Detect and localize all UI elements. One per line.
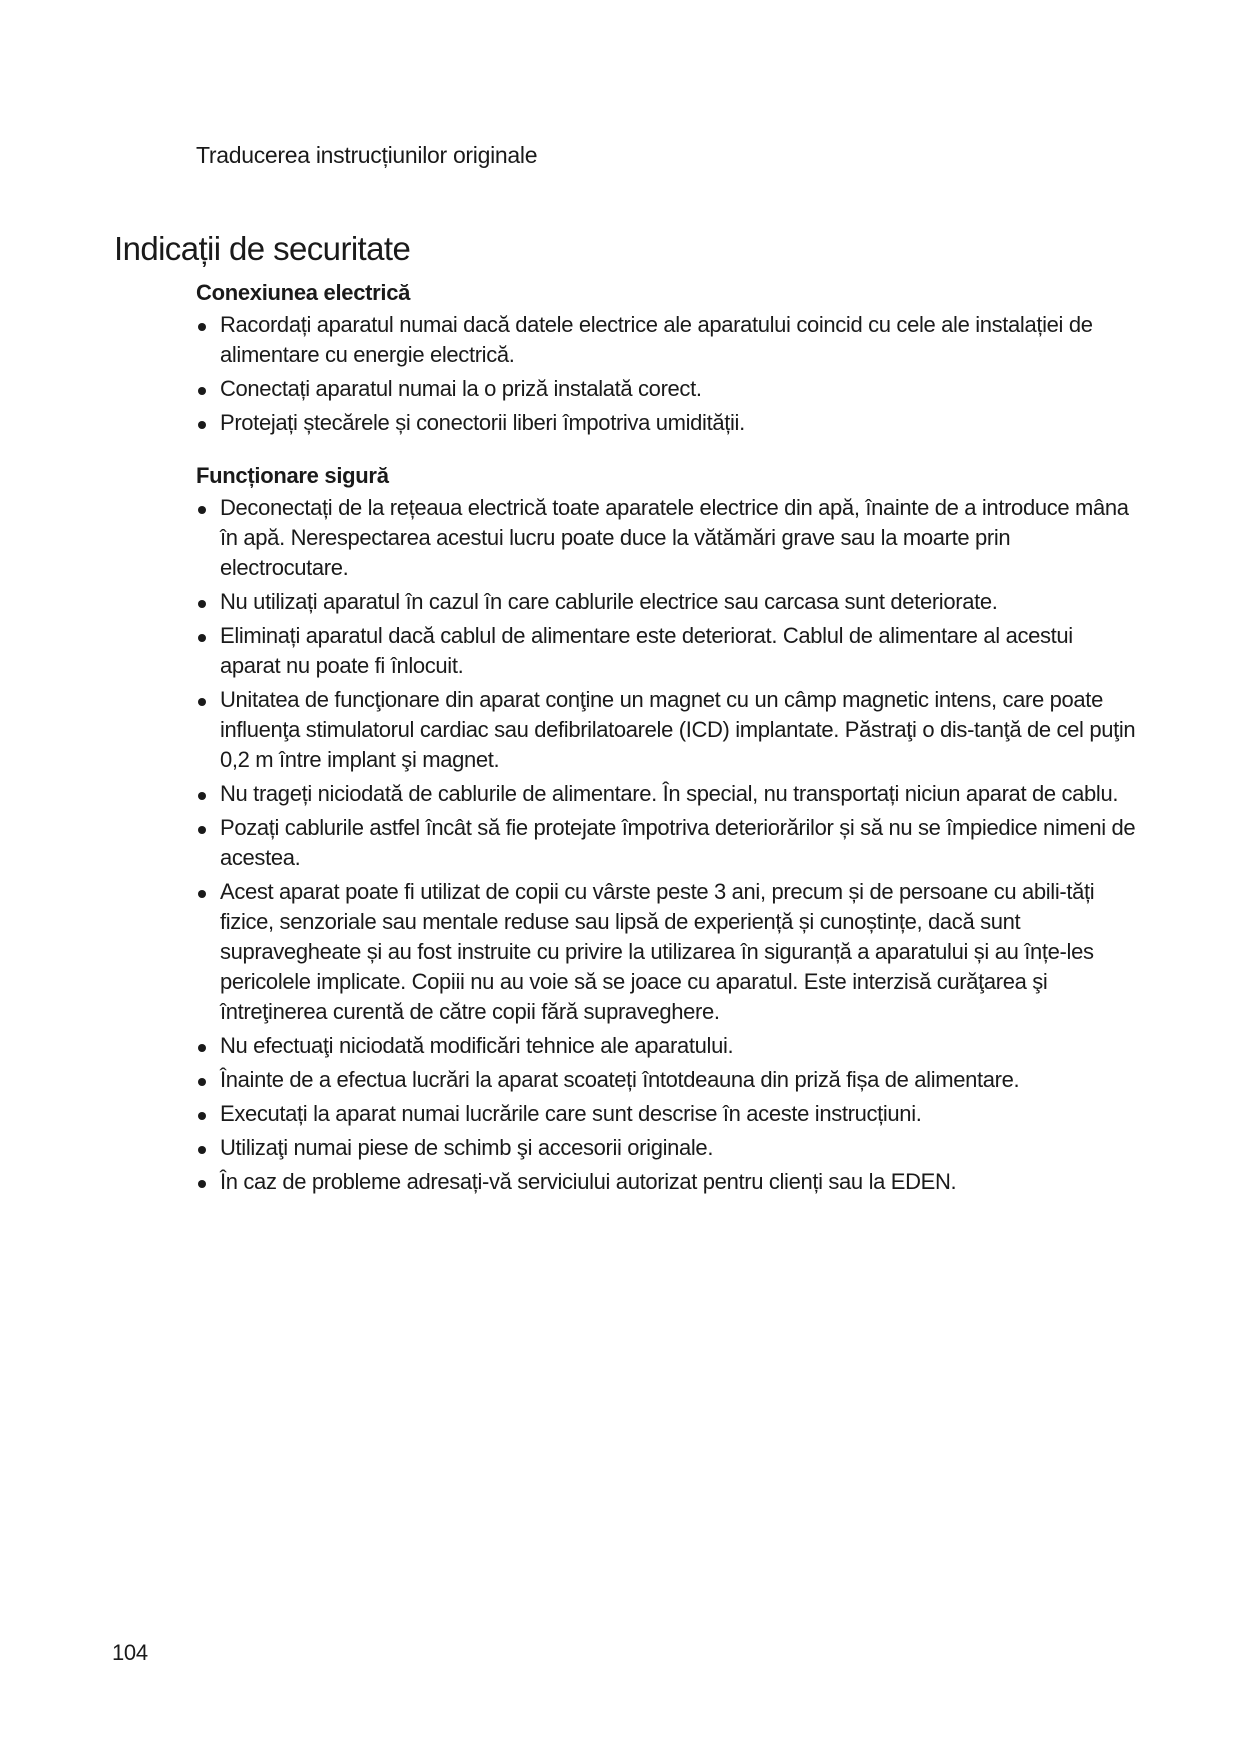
- bullet-list: [196, 310, 1136, 438]
- list-item: În caz de probleme adresați-vă serviciului autorizat pentru clienți sau la EDEN.: [196, 1167, 1136, 1197]
- page-title: Indicații de securitate: [114, 230, 411, 267]
- list-item: Protejați ștecărele și conectorii liberi împotriva umidității.: [196, 408, 1136, 438]
- list-item: Utilizaţi numai piese de schimb şi accesorii originale.: [196, 1133, 1136, 1163]
- list-item: Eliminați aparatul dacă cablul de alimentare este deteriorat. Cablul de alimentare al acestui aparat nu poate fi înlocuit.: [196, 621, 1136, 681]
- document-subtitle: Traducerea instrucțiunilor originale: [196, 142, 538, 168]
- section-electrical-connection: [196, 280, 1136, 442]
- list-item: Înainte de a efectua lucrări la aparat scoateți întotdeauna din priză fișa de alimentare.: [196, 1065, 1136, 1095]
- section-heading: Funcționare sigură: [196, 463, 389, 488]
- list-item: Acest aparat poate fi utilizat de copii cu vârste peste 3 ani, precum și de persoane cu abili-tăți fizice, senzoriale sau mentale reduse sau lipsă de experiență și cunoștințe, dacă sunt supravegheate și au fost instruite cu privire la utilizarea în siguranță a aparatului și au înțe-les pericolele implicate. Copiii nu au voie să se joace cu aparatul. Este interzisă curăţarea şi întreţinerea curentă de către copii fără supraveghere.: [196, 877, 1136, 1027]
- list-item: Executați la aparat numai lucrările care sunt descrise în aceste instrucțiuni.: [196, 1099, 1136, 1129]
- page-number: 104: [112, 1640, 148, 1665]
- list-item: Pozați cablurile astfel încât să fie protejate împotriva deteriorărilor și să nu se împiedice nimeni de acestea.: [196, 813, 1136, 873]
- list-item: Nu efectuaţi niciodată modificări tehnice ale aparatului.: [196, 1031, 1136, 1061]
- bullet-list: [196, 493, 1136, 1197]
- list-item: Unitatea de funcţionare din aparat conţine un magnet cu un câmp magnetic intens, care poate influenţa stimulatorul cardiac sau defibrilatoarele (ICD) implantate. Păstraţi o dis-tanţă de cel puţin 0,2 m între implant şi magnet.: [196, 685, 1136, 775]
- list-item: Nu utilizați aparatul în cazul în care cablurile electrice sau carcasa sunt deteriorate.: [196, 587, 1136, 617]
- list-item: Conectați aparatul numai la o priză instalată corect.: [196, 374, 1136, 404]
- section-safe-operation: [196, 463, 1136, 1201]
- list-item: Racordați aparatul numai dacă datele electrice ale aparatului coincid cu cele ale instalației de alimentare cu energie electrică.: [196, 310, 1136, 370]
- section-heading: Conexiunea electrică: [196, 280, 411, 305]
- list-item: Deconectați de la rețeaua electrică toate aparatele electrice din apă, înainte de a introduce mâna în apă. Nerespectarea acestui lucru poate duce la vătămări grave sau la moarte prin electrocutare.: [196, 493, 1136, 583]
- list-item: Nu trageți niciodată de cablurile de alimentare. În special, nu transportați niciun aparat de cablu.: [196, 779, 1136, 809]
